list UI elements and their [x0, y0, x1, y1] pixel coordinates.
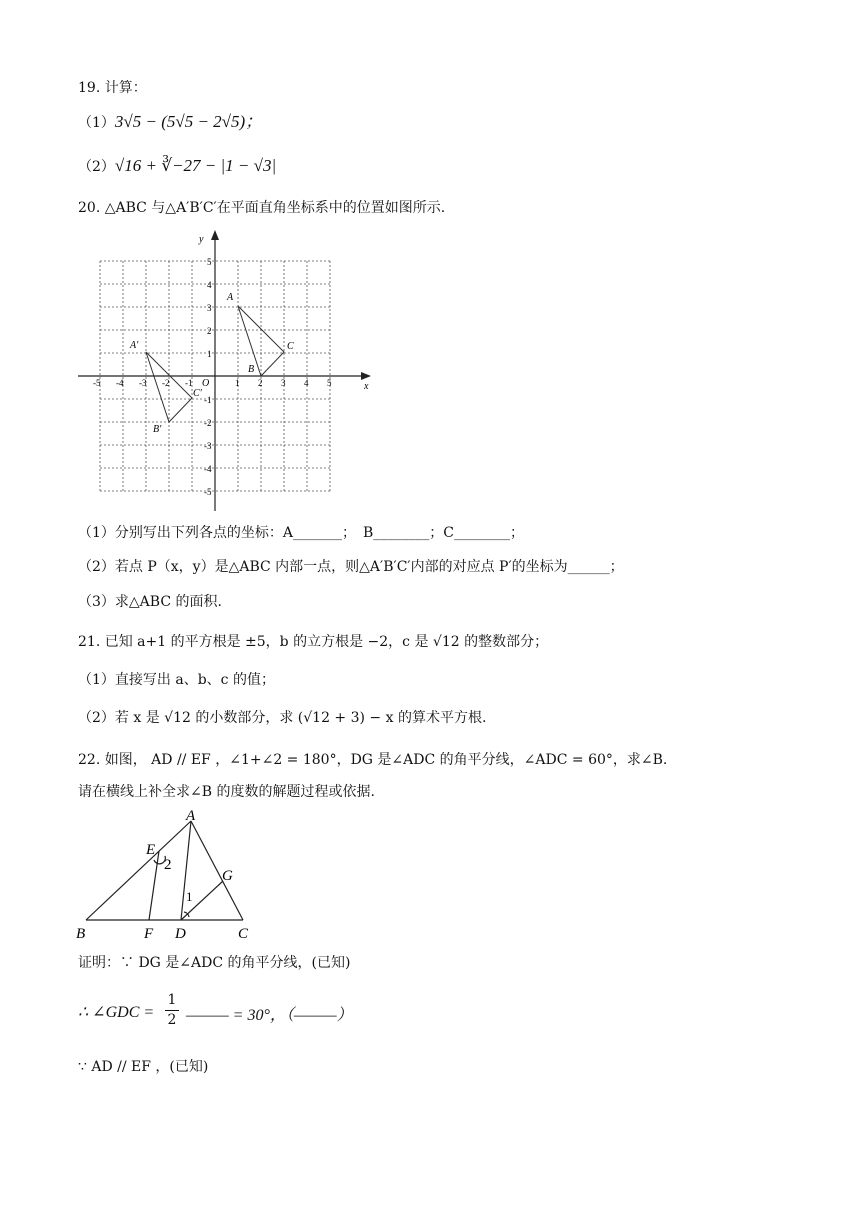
fig-label-B: B	[76, 926, 86, 942]
q20-part2: （2）若点 P（x，y）是△ABC 内部一点，则△A′B′C′内部的对应点 P′的坐标为______；	[78, 559, 624, 575]
q22-title: 22. 如图， AD // EF ，∠1+∠2 = 180°，DG 是∠ADC 的角平分线，∠ADC = 60°，求∠B.	[78, 752, 668, 768]
label-B1: B′	[153, 424, 162, 435]
q21-part2: （2）若 x 是 √12 的小数部分，求 (√12 + 3) − x 的算术平方根.	[78, 710, 487, 726]
proof2-prefix: ∴ ∠GDC =	[78, 1004, 155, 1021]
y-tick-label: 3	[207, 303, 212, 313]
y-tick-label: 1	[207, 349, 212, 359]
q19-part1	[78, 112, 262, 133]
q20-part3: （3）求△ABC 的面积.	[78, 594, 222, 610]
q20-coordinate-graph	[75, 226, 375, 516]
x-tick-label: -2	[162, 378, 170, 388]
fraction-numerator: 1	[167, 992, 177, 1008]
q21-title: 21. 已知 a+1 的平方根是 ±5，b 的立方根是 −2，c 是 √12 的整数部分；	[78, 634, 549, 650]
fig-label-E: E	[146, 842, 156, 858]
y-tick-label: -3	[204, 441, 212, 451]
q19-title: 19. 计算：	[78, 80, 147, 96]
x-tick-label: -1	[185, 378, 193, 388]
x-tick-label: 3	[281, 378, 286, 388]
y-tick-label: -5	[204, 487, 212, 497]
y-tick-label: 2	[207, 326, 212, 336]
proof2-suffix: ——— = 30°，（———）	[186, 1007, 353, 1024]
q20-part1: （1）分别写出下列各点的坐标：A_______； B________；C________；	[78, 525, 525, 541]
q22-proof-line3: ∵ AD // EF ，(已知)	[78, 1059, 209, 1075]
q22-triangle-figure	[72, 808, 262, 944]
label-C: C	[287, 341, 294, 352]
q19-part2-expr: √16 + ∛−27 − |1 − √3|	[114, 156, 277, 175]
fig-label-1: 1	[186, 889, 193, 904]
y-tick-label: 4	[207, 280, 212, 290]
segment-AC	[191, 821, 243, 920]
x-axis-arrow	[361, 372, 371, 380]
fig-label-2: 2	[164, 857, 172, 873]
fig-label-C: C	[238, 926, 249, 942]
label-A1: A′	[130, 340, 139, 351]
x-tick-label: 5	[327, 378, 332, 388]
segment-BA	[86, 821, 191, 920]
x-tick-label: -4	[116, 378, 124, 388]
axes	[78, 236, 365, 511]
y-axis-label: y	[199, 234, 204, 245]
q20-title: 20. △ABC 与△A′B′C′在平面直角坐标系中的位置如图所示.	[78, 200, 446, 216]
q19-part2	[78, 156, 276, 177]
x-axis-label: x	[364, 381, 369, 392]
q19-part1-label: （1）	[78, 115, 115, 131]
x-tick-label: -5	[93, 378, 101, 388]
x-tick-label: 1	[235, 378, 240, 388]
fraction-denominator: 2	[167, 1012, 177, 1028]
fig-label-D: D	[175, 926, 186, 942]
q22-proof-line1: 证明：∵ DG 是∠ADC 的角平分线，(已知)	[78, 955, 351, 971]
fig-label-F: F	[144, 926, 154, 942]
y-tick-label: -1	[204, 395, 212, 405]
fig-label-A: A	[186, 808, 196, 824]
y-tick-label: -2	[204, 418, 212, 428]
origin-label: O	[202, 378, 210, 389]
fraction-bar	[165, 1010, 179, 1011]
x-tick-label: 4	[304, 378, 309, 388]
q21-part1: （1）直接写出 a、b、c 的值；	[78, 672, 275, 688]
y-tick-label: 5	[207, 257, 212, 267]
x-tick-label: -3	[139, 378, 147, 388]
q22-instruction: 请在横线上补全求∠B 的度数的解题过程或依据.	[78, 784, 375, 800]
fig-label-G: G	[222, 868, 233, 884]
x-tick-label: 2	[258, 378, 263, 388]
y-tick-label: -4	[204, 464, 212, 474]
label-B: B	[248, 364, 255, 375]
q19-part1-expr: 3√5 − (5√5 − 2√5)；	[114, 112, 263, 131]
label-C1: C′	[193, 388, 202, 399]
q19-part2-label: （2）	[78, 159, 115, 175]
segment-AD	[181, 821, 191, 920]
label-A: A	[227, 292, 234, 303]
y-axis-arrow	[211, 230, 219, 240]
